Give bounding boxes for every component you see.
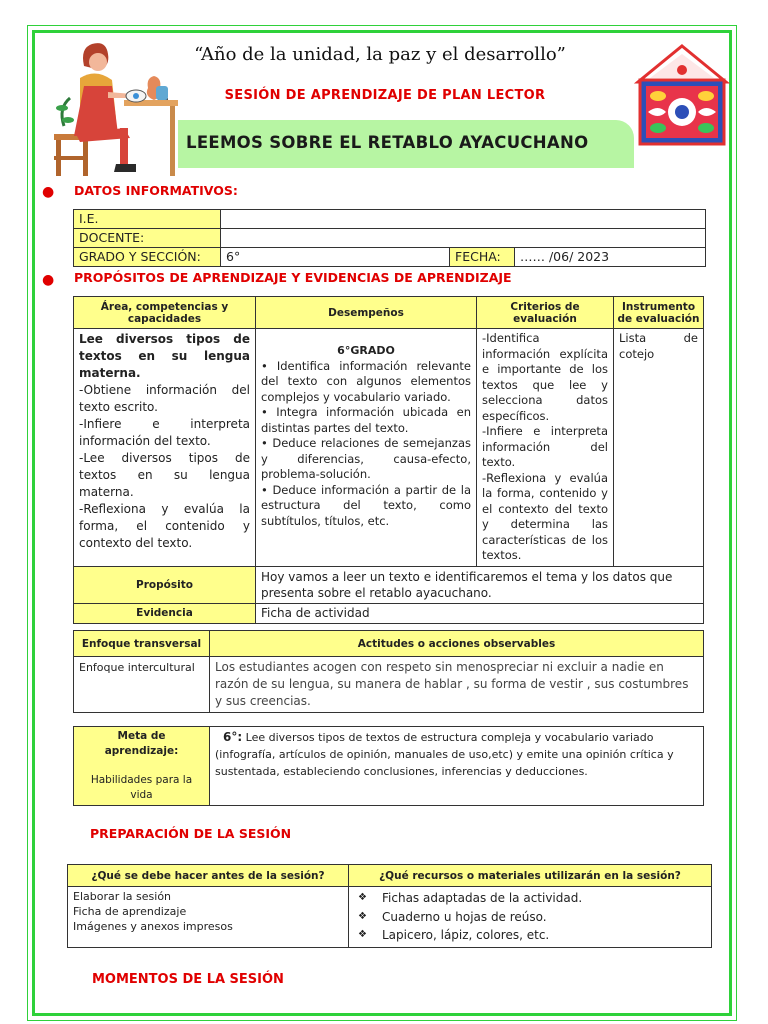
area-item: -Reflexiona y evalúa la forma, el contenido y contexto del texto. [79,502,250,550]
preparacion-heading: PREPARACIÓN DE LA SESIÓN [90,826,292,841]
desempeno-item: • Identifica información relevante del texto con algunos elementos complejos y vocabulario variado. [261,358,471,404]
recurso-item: ❖ Cuaderno u hojas de reúso. [382,908,706,927]
meta-table [73,726,704,806]
momentos-heading: MOMENTOS DE LA SESIÓN [92,972,284,987]
enfoque-table [73,630,704,713]
enfoque-name: Enfoque intercultural [74,657,210,713]
col-area: Área, competencias y capacidades [74,297,256,329]
criterio-item: -Infiere e interpreta información del texto. [482,424,608,469]
antes-item: Imágenes y anexos impresos [73,920,233,933]
lesson-title: LEEMOS SOBRE EL RETABLO AYACUCHANO [186,133,589,152]
bullet-icon: ● [42,184,55,200]
datos-table [73,209,706,267]
proposito-label: Propósito [74,566,256,603]
antes-item: Elaborar la sesión [73,890,172,903]
area-item: -Infiere e interpreta información del texto. [79,417,250,448]
meta-label: Meta de aprendizaje: [104,730,179,757]
evidencia-label: Evidencia [74,603,256,623]
year-motto: “Año de la unidad, la paz y el desarrollo” [194,44,566,65]
enfoque-text: Los estudiantes acogen con respeto sin menospreciar ni excluir a nadie en razón de su lengua, su manera de hablar , su forma de vestir , sus costumbres y sus creencias. [210,657,704,713]
desempeno-item: • Deduce información a partir de la estructura del texto, como subtítulos, títulos, etc. [261,482,471,528]
col-instrumento: Instrumento de evaluación [614,297,704,329]
enfoque-col-2: Actitudes o acciones observables [210,631,704,657]
propositos-heading: PROPÓSITOS DE APRENDIZAJE Y EVIDENCIAS DE APRENDIZAJE [74,270,512,285]
propositos-table [73,296,704,624]
ie-label: I.E. [74,210,221,229]
evidencia-text: Ficha de actividad [256,603,704,623]
grado-label: GRADO Y SECCIÓN: [74,248,221,267]
criterio-item: -Identifica información explícita e importante de los textos que lee y selecciona datos específicos. [482,331,608,423]
fecha-label: FECHA: [450,248,515,267]
preparacion-col-1: ¿Qué se debe hacer antes de la sesión? [68,865,349,887]
recurso-item: ❖ Fichas adaptadas de la actividad. [382,889,706,908]
meta-sublabel: Habilidades para la vida [90,774,193,801]
desempeno-item: • Deduce relaciones de semejanzas y diferencias, causa-efecto, problema-solución. [261,436,471,481]
area-item: -Obtiene información del texto escrito. [79,383,250,414]
col-criterios: Criterios de evaluación [477,297,614,329]
meta-grade: 6°: [223,730,243,744]
enfoque-col-1: Enfoque transversal [74,631,210,657]
meta-text: Lee diversos tipos de textos de estructura compleja y vocabulario variado (infografía, artículos de opinión, manuales de uso,etc) y emite una opinión crítica y sustentada, estableciendo conclusiones, inferencias y deducciones. [215,731,674,778]
retablo-illustration [634,44,730,146]
criterio-item: -Reflexiona y evalúa la forma, contenido y el contexto del texto y determina las características de los textos. [482,470,608,562]
col-desempenos: Desempeños [256,297,477,329]
antes-item: Ficha de aprendizaje [73,905,187,918]
ie-value [221,210,706,229]
preparacion-col-2: ¿Qué recursos o materiales utilizarán en la sesión? [349,865,712,887]
instrumento-value: Lista de cotejo [614,329,704,567]
session-title: SESIÓN DE APRENDIZAJE DE PLAN LECTOR [224,88,546,103]
datos-heading: DATOS INFORMATIVOS: [74,183,238,198]
potter-woman-illustration [40,38,180,178]
docente-value [221,229,706,248]
recurso-item: ❖ Lapicero, lápiz, colores, etc. [382,926,706,945]
preparacion-table [67,864,712,948]
docente-label: DOCENTE: [74,229,221,248]
area-item: -Lee diversos tipos de textos en su lengua materna. [79,451,250,499]
grado-value: 6° [221,248,450,267]
fecha-value: …… /06/ 2023 [515,248,706,267]
area-main: Lee diversos tipos de textos en su lengua materna. [79,332,250,380]
desempeno-item: • Integra información ubicada en distintas partes del texto. [261,405,471,435]
desempenos-grade: 6°GRADO [337,344,395,357]
bullet-icon: ● [42,272,55,288]
proposito-text: Hoy vamos a leer un texto e identificaremos el tema y los datos que presenta sobre el retablo ayacuchano. [256,566,704,603]
